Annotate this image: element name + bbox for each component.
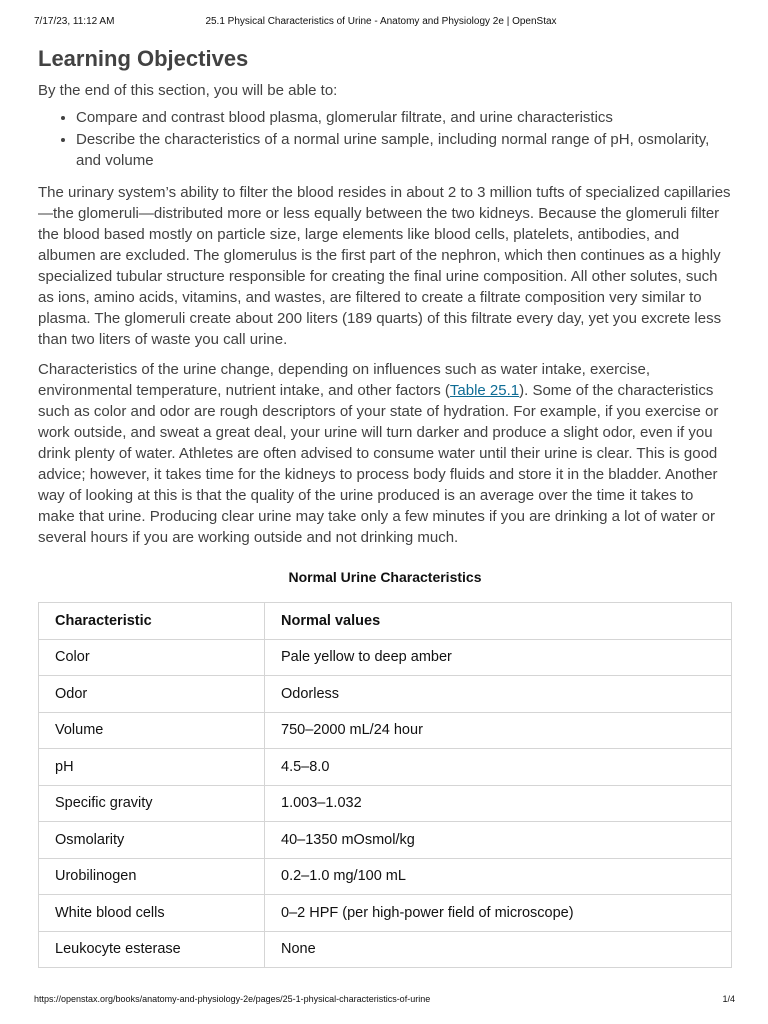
print-url: https://openstax.org/books/anatomy-and-physiology-2e/pages/25-1-physical-characteristics-of-urine [34,994,431,1004]
table-cell: 1.003–1.032 [265,785,732,822]
paragraph-text: ). Some of the characteristics such as color and odor are rough descriptors of your state of hydration. For example, if you exercise or work outside, and sweat a great deal, your urine will turn darker and produce a slight odor, even if you drink plenty of water. Athletes are often advised to consume water until their urine is clear. This is good advice; however, it takes time for the kidneys to process body fluids and store it in the bladder. Another way of looking at this is that the quality of the urine produced is an average over the time it takes to make that urine. Producing clear urine may take only a few minutes if you are drinking a lot of water or several hours if you are working outside and not drinking much. [38,381,719,546]
table-cell: Odorless [265,676,732,713]
table-reference-link[interactable]: Table 25.1 [449,381,520,399]
table-cell: Leukocyte esterase [39,931,265,968]
objectives-list [38,107,732,172]
objective-item: • Compare and contrast blood plasma, glomerular filtrate, and urine characteristics [76,107,732,129]
table-cell: pH [39,749,265,786]
table-header-row [39,602,732,639]
body-paragraph-1: The urinary system’s ability to filter the blood resides in about 2 to 3 million tufts of specialized capillaries—the glomeruli—distributed more or less equally between the two kidneys. Because the glomeruli filter the blood based mostly on particle size, large elements like blood cells, platelets, antibodies, and albumen are excluded. The glomerulus is the first part of the nephron, which then continues as a highly specialized tubular structure responsible for creating the final urine composition. All other solutes, such as ions, amino acids, vitamins, and wastes, are filtered to create a filtrate composition very similar to plasma. The glomeruli create about 200 liters (189 quarts) of this filtrate every day, yet you excrete less than two liters of waste you call urine. [38,183,731,348]
table-row [39,639,732,676]
main-content [38,44,732,968]
table-cell: Specific gravity [39,785,265,822]
column-header: Characteristic [39,602,265,639]
table-row [39,712,732,749]
paragraph-text: Characteristics of the urine change, depending on influences such as water intake, exercise, environmental temperature, nutrient intake, and other factors ( [38,360,651,399]
table-cell: None [265,931,732,968]
table-cell: Urobilinogen [39,858,265,895]
table-row [39,895,732,932]
table-cell: Pale yellow to deep amber [265,639,732,676]
page-number: 1/4 [722,994,735,1004]
urine-characteristics-table [38,602,732,969]
table-cell: 0–2 HPF (per high-power field of microscope) [265,895,732,932]
table-row [39,858,732,895]
table-cell: 750–2000 mL/24 hour [265,712,732,749]
table-cell: Color [39,639,265,676]
table-cell: Osmolarity [39,822,265,859]
table-cell: Odor [39,676,265,713]
table-row [39,785,732,822]
print-header [34,16,728,30]
table-caption: Normal Urine Characteristics [288,568,482,585]
objectives-intro: By the end of this section, you will be able to: [38,82,338,99]
body-paragraph-2 [38,359,732,548]
print-footer [34,994,735,1004]
table-row [39,931,732,968]
table-cell: 4.5–8.0 [265,749,732,786]
table-cell: 40–1350 mOsmol/kg [265,822,732,859]
column-header: Normal values [265,602,732,639]
table-row [39,822,732,859]
table-row [39,676,732,713]
table-cell: 0.2–1.0 mg/100 mL [265,858,732,895]
objective-item: • Describe the characteristics of a normal urine sample, including normal range of pH, osmolarity, and volume [76,129,732,172]
table-row [39,749,732,786]
print-datetime: 7/17/23, 11:12 AM [34,16,115,27]
table-cell: White blood cells [39,895,265,932]
section-heading: Learning Objectives [38,46,249,71]
table-cell: Volume [39,712,265,749]
print-page-title: 25.1 Physical Characteristics of Urine - Anatomy and Physiology 2e | OpenStax [205,16,557,27]
